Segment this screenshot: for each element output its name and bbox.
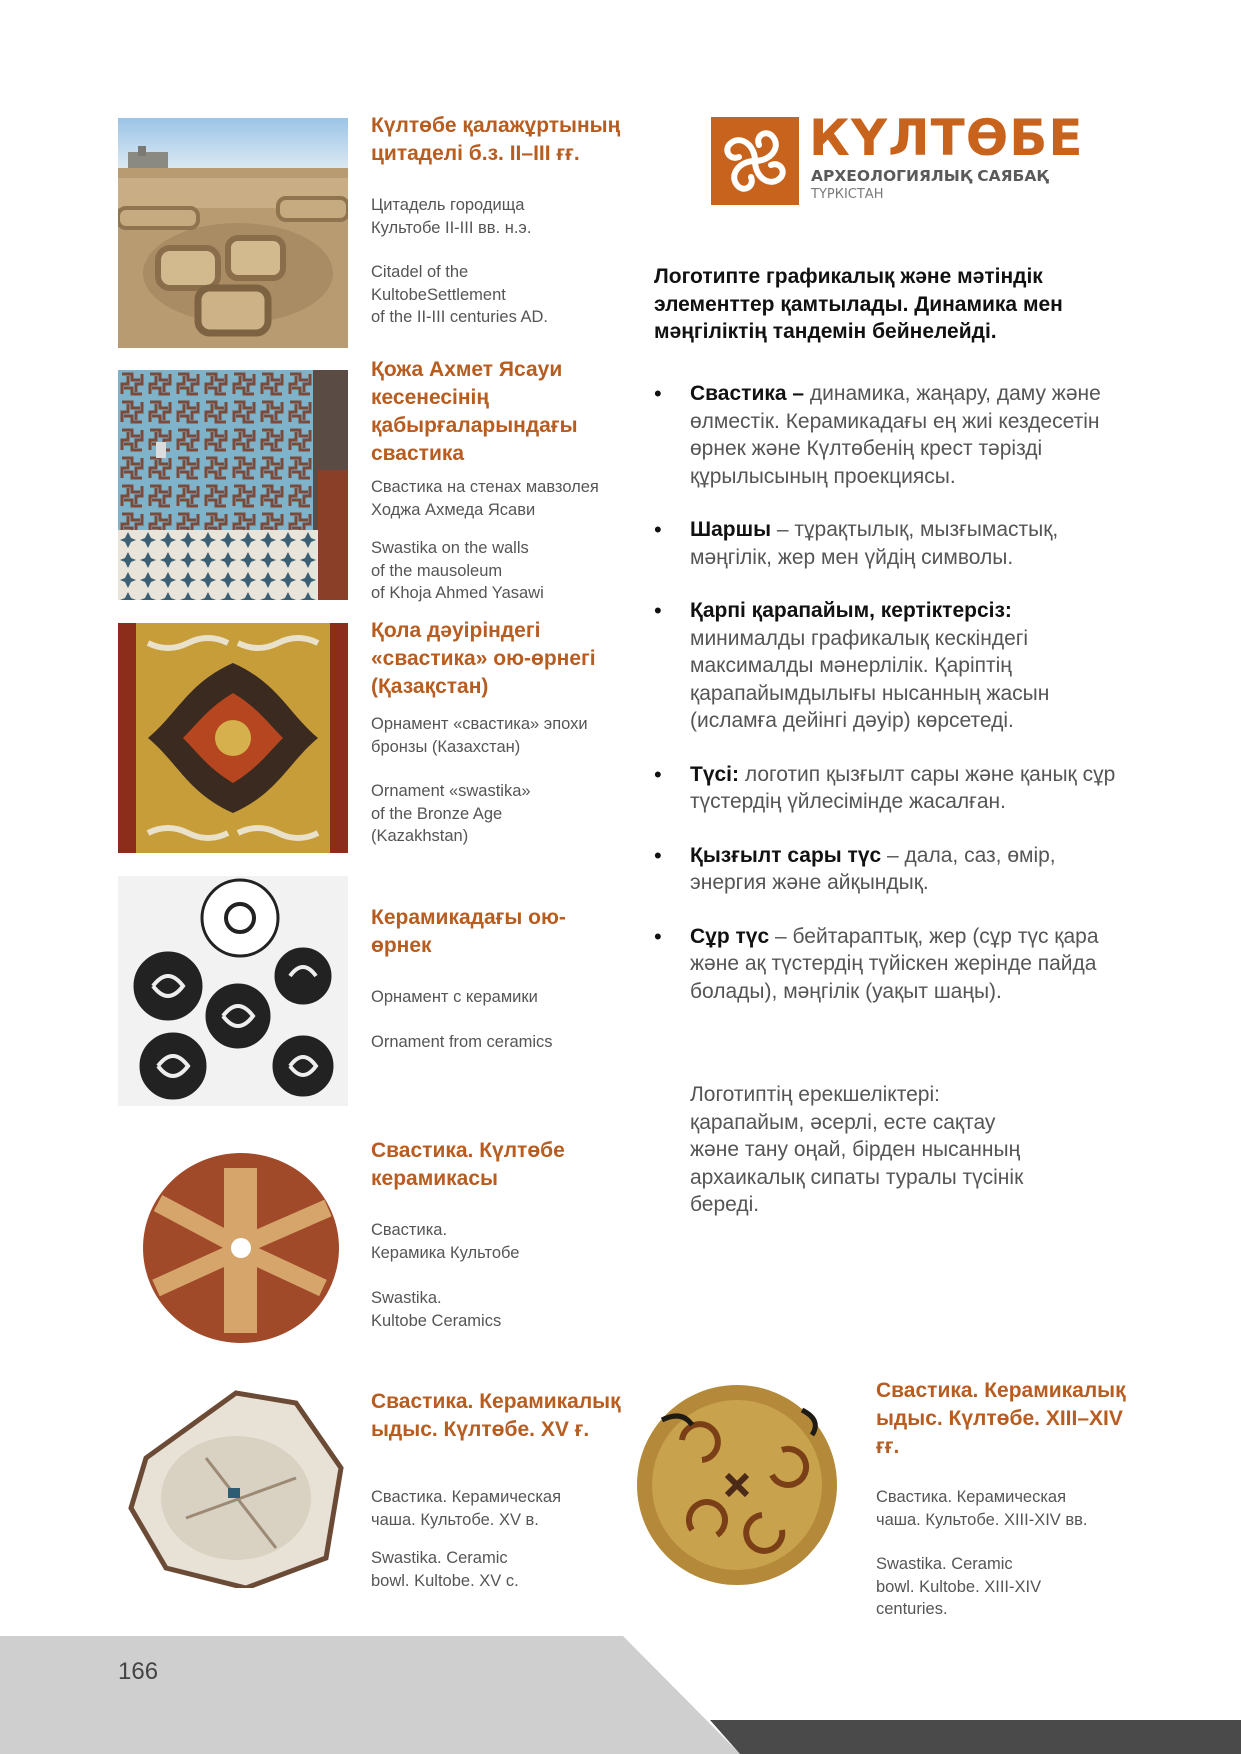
- caption-3-ru: Орнамент «свастика» эпохи бронзы (Казахстан): [371, 715, 588, 756]
- list-item: • Қарпі қарапайым, кертіктерсіз: минималды графикалық кескіндегі максималды мәнерлілік. Қаріптің қарапайымдылығы нысанның жасын (исламға дейінгі дәуір) көрсетеді.: [654, 597, 1124, 735]
- caption-6-title: Свастика. Керамикалық ыдыс. Күлтөбе. XV ғ.: [371, 1390, 621, 1441]
- bronze-age-ornament-photo: [118, 623, 348, 853]
- caption-3-en: Ornament «swastika» of the Bronze Age (Kazakhstan): [371, 782, 531, 845]
- caption-6-en: Swastika. Ceramic bowl. Kultobe. XV c.: [371, 1549, 519, 1590]
- list-item: • Свастика – динамика, жаңару, даму және өлместік. Керамикадағы ең жиі кездесетін өрнек және Күлтөбенің крест тәрізді құрылысының проекциясы.: [654, 380, 1124, 490]
- logo-subtitle: АРХЕОЛОГИЯЛЫҚ САЯБАҚ: [811, 167, 1049, 185]
- logo-city: ТҮРКІСТАН: [811, 187, 884, 202]
- caption-1-en: Citadel of the KultobeSettlement of the II-III centuries AD.: [371, 263, 548, 326]
- kultobe-logo: [711, 109, 1084, 205]
- ceramics-ornament-drawing: [118, 876, 348, 1106]
- caption-6-ru: Свастика. Керамическая чаша. Культобе. XV в.: [371, 1488, 562, 1529]
- caption-2-en: Swastika on the walls of the mausoleum of Khoja Ahmed Yasawi: [371, 539, 544, 602]
- logo-summary-text: Логотиптің ерекшеліктері: қарапайым, әсерлі, есте сақтау және тану оңай, бірден нысанның архаикалық сипаты туралы түсінік береді.: [690, 1083, 1024, 1216]
- kultobe-ceramic-disc-photo: [138, 1148, 344, 1348]
- list-item: • Түсі: логотип қызғылт сары және қанық сұр түстердің үйлесімінде жасалған.: [654, 761, 1124, 816]
- logo-elements-list: [654, 380, 1124, 1005]
- caption-5-en: Swastika. Kultobe Ceramics: [371, 1289, 502, 1330]
- logo-swastika-icon: [711, 117, 799, 205]
- caption-4-en: Ornament from ceramics: [371, 1033, 553, 1051]
- footer-band: [0, 1636, 1241, 1754]
- caption-2-title: Қожа Ахмет Ясауи кесенесінің қабырғаларындағы свастика: [371, 358, 578, 465]
- caption-1-title: Күлтөбе қалажұртының цитаделі б.з. ІІ–ІІІ ғғ.: [371, 114, 621, 165]
- logo-title: КҮЛТӨБЕ: [809, 109, 1084, 167]
- list-item: • Сұр түс – бейтараптық, жер (сұр түс қара және ақ түстердің түйіскен жерінде пайда болады), мәңгілік (уақыт шаңы).: [654, 923, 1124, 1006]
- list-item: • Қызғылт сары түс – дала, саз, өмір, энергия және айқындық.: [654, 842, 1124, 897]
- list-item: • Шаршы – тұрақтылық, мызғымастық, мәңгілік, жер мен үйдің символы.: [654, 516, 1124, 571]
- citadel-photo: [118, 118, 348, 348]
- caption-2-ru: Свастика на стенах мавзолея Ходжа Ахмеда Ясави: [371, 478, 599, 519]
- caption-3-title: Қола дәуіріндегі «свастика» ою-өрнегі (Қазақстан): [371, 619, 596, 698]
- caption-4-ru: Орнамент с керамики: [371, 988, 538, 1006]
- caption-7-en: Swastika. Ceramic bowl. Kultobe. XIII-XIV centuries.: [876, 1555, 1042, 1618]
- caption-1-ru: Цитадель городища Культобе II-III вв. н.э.: [371, 196, 532, 237]
- mausoleum-tiles-photo: [118, 370, 348, 600]
- page-number: 166: [118, 1658, 159, 1685]
- caption-5-title: Свастика. Күлтөбе керамикасы: [371, 1139, 565, 1190]
- xv-century-bowl-photo: [126, 1388, 346, 1588]
- caption-5-ru: Свастика. Керамика Культобе: [371, 1221, 520, 1262]
- xiii-xiv-century-bowl-photo: [632, 1380, 842, 1590]
- caption-7-ru: Свастика. Керамическая чаша. Культобе. XIII-XIV вв.: [876, 1488, 1088, 1529]
- logo-intro-text: Логотипте графикалық және мәтіндік элементтер қамтылады. Динамика мен мәңгіліктің тандемін бейнелейді.: [654, 265, 1063, 343]
- caption-4-title: Керамикадағы ою-өрнек: [371, 906, 566, 957]
- caption-7-title: Свастика. Керамикалық ыдыс. Күлтөбе. XIII–XIV ғғ.: [876, 1379, 1126, 1458]
